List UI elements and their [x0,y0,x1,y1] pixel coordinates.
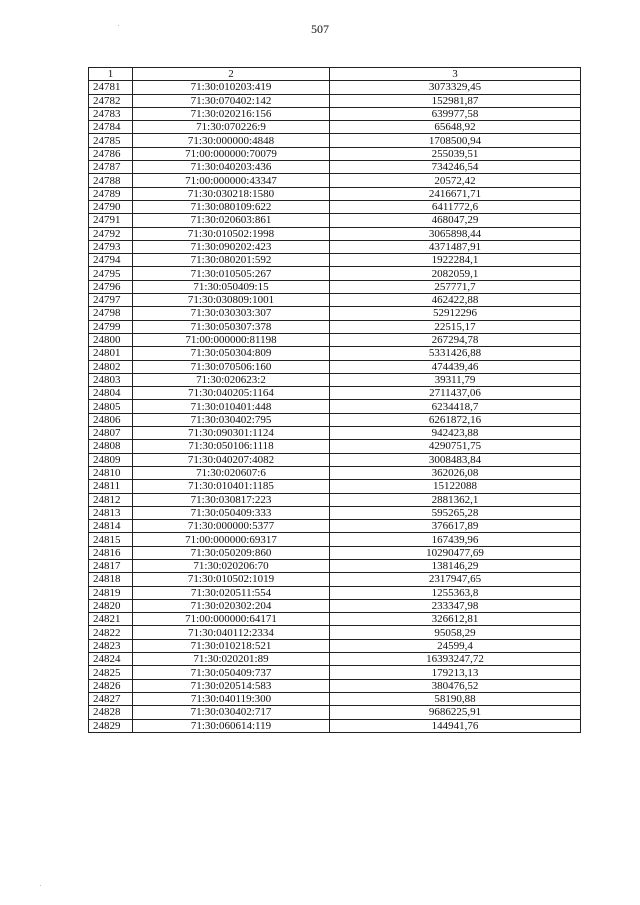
value-cell: 1255363,8 [330,586,581,599]
cadastral-number-cell: 71:00:000000:81198 [133,333,330,346]
value-cell: 5331426,88 [330,347,581,360]
row-number-cell: 24811 [89,480,133,493]
table-row [89,613,581,626]
value-cell: 3073329,45 [330,81,581,94]
row-number-cell: 24803 [89,373,133,386]
table-row [89,121,581,134]
row-number-cell: 24821 [89,613,133,626]
value-cell: 474439,46 [330,360,581,373]
value-cell: 3065898,44 [330,227,581,240]
table-row [89,427,581,440]
table-row [89,666,581,679]
scan-speck [40,885,41,886]
value-cell: 6411772,6 [330,200,581,213]
cadastral-number-cell: 71:30:070402:142 [133,94,330,107]
cadastral-number-cell: 71:30:020607:6 [133,466,330,479]
page-number: 507 [311,22,329,36]
row-number-cell: 24804 [89,387,133,400]
value-cell: 9686225,91 [330,706,581,719]
row-number-cell: 24799 [89,320,133,333]
row-number-cell: 24823 [89,639,133,652]
cadastral-number-cell: 71:30:020206:70 [133,559,330,572]
row-number-cell: 24810 [89,466,133,479]
column-header-2: 2 [133,68,330,81]
row-number-cell: 24826 [89,679,133,692]
value-cell: 22515,17 [330,320,581,333]
value-cell: 326612,81 [330,613,581,626]
row-number-cell: 24815 [89,533,133,546]
row-number-cell: 24786 [89,147,133,160]
row-number-cell: 24816 [89,546,133,559]
value-cell: 1922284,1 [330,254,581,267]
value-cell: 362026,08 [330,466,581,479]
value-cell: 152981,87 [330,94,581,107]
table-row [89,400,581,413]
row-number-cell: 24781 [89,81,133,94]
table-row [89,161,581,174]
value-cell: 6261872,16 [330,413,581,426]
row-number-cell: 24802 [89,360,133,373]
cadastral-number-cell: 71:30:030809:1001 [133,294,330,307]
cadastral-number-cell: 71:30:030218:1580 [133,187,330,200]
cadastral-number-cell: 71:30:090301:1124 [133,427,330,440]
table-row [89,174,581,187]
row-number-cell: 24798 [89,307,133,320]
value-cell: 639977,58 [330,107,581,120]
cadastral-number-cell: 71:30:010401:448 [133,400,330,413]
cadastral-number-cell: 71:30:000000:5377 [133,520,330,533]
table-row [89,200,581,213]
row-number-cell: 24805 [89,400,133,413]
row-number-cell: 24789 [89,187,133,200]
table-row [89,520,581,533]
table-row [89,267,581,280]
value-cell: 2416671,71 [330,187,581,200]
row-number-cell: 24791 [89,214,133,227]
cadastral-number-cell: 71:30:020514:583 [133,679,330,692]
value-cell: 20572,42 [330,174,581,187]
table-row [89,453,581,466]
table-row [89,307,581,320]
value-cell: 376617,89 [330,520,581,533]
row-number-cell: 24818 [89,573,133,586]
cadastral-number-cell: 71:30:010505:267 [133,267,330,280]
table-row [89,373,581,386]
cadastral-number-cell: 71:00:000000:70079 [133,147,330,160]
table-row [89,546,581,559]
cadastral-number-cell: 71:30:010203:419 [133,81,330,94]
cadastral-number-cell: 71:30:050409:15 [133,280,330,293]
table-row [89,653,581,666]
value-cell: 257771,7 [330,280,581,293]
value-cell: 65648,92 [330,121,581,134]
row-number-cell: 24825 [89,666,133,679]
table-row [89,466,581,479]
row-number-cell: 24795 [89,267,133,280]
table-row [89,360,581,373]
table-body [89,81,581,733]
cadastral-number-cell: 71:30:030402:717 [133,706,330,719]
table-row [89,134,581,147]
table-row [89,280,581,293]
table-row [89,692,581,705]
cadastral-number-cell: 71:30:010401:1185 [133,480,330,493]
cadastral-number-cell: 71:30:080201:592 [133,254,330,267]
value-cell: 6234418,7 [330,400,581,413]
cadastral-number-cell: 71:30:060614:119 [133,719,330,732]
row-number-cell: 24792 [89,227,133,240]
value-cell: 167439,96 [330,533,581,546]
table-row [89,147,581,160]
table-row [89,387,581,400]
row-number-cell: 24806 [89,413,133,426]
cadastral-number-cell: 71:30:020511:554 [133,586,330,599]
table-row [89,94,581,107]
cadastral-number-cell: 71:30:050409:737 [133,666,330,679]
table-row [89,254,581,267]
cadastral-number-cell: 71:30:030402:795 [133,413,330,426]
value-cell: 380476,52 [330,679,581,692]
row-number-cell: 24828 [89,706,133,719]
table-row [89,347,581,360]
row-number-cell: 24807 [89,427,133,440]
value-cell: 595265,28 [330,506,581,519]
row-number-cell: 24812 [89,493,133,506]
value-cell: 734246,54 [330,161,581,174]
table-row [89,706,581,719]
table-row [89,440,581,453]
table-row [89,227,581,240]
row-number-cell: 24808 [89,440,133,453]
row-number-cell: 24820 [89,599,133,612]
value-cell: 24599,4 [330,639,581,652]
cadastral-number-cell: 71:30:020216:156 [133,107,330,120]
table-row [89,573,581,586]
table-row [89,214,581,227]
row-number-cell: 24801 [89,347,133,360]
row-number-cell: 24829 [89,719,133,732]
value-cell: 138146,29 [330,559,581,572]
table-row [89,320,581,333]
cadastral-number-cell: 71:30:070506:160 [133,360,330,373]
table-row [89,413,581,426]
table-row [89,626,581,639]
cadastral-number-cell: 71:30:020302:204 [133,599,330,612]
row-number-cell: 24813 [89,506,133,519]
row-number-cell: 24794 [89,254,133,267]
cadastral-number-cell: 71:30:000000:4848 [133,134,330,147]
table-row [89,480,581,493]
header-row [89,68,581,81]
value-cell: 1708500,94 [330,134,581,147]
value-cell: 233347,98 [330,599,581,612]
value-cell: 58190,88 [330,692,581,705]
value-cell: 39311,79 [330,373,581,386]
table-row [89,533,581,546]
cadastral-number-cell: 71:30:030303:307 [133,307,330,320]
value-cell: 16393247,72 [330,653,581,666]
value-cell: 468047,29 [330,214,581,227]
row-number-cell: 24784 [89,121,133,134]
cadastral-number-cell: 71:30:040207:4082 [133,453,330,466]
value-cell: 2082059,1 [330,267,581,280]
row-number-cell: 24822 [89,626,133,639]
scan-speck [118,25,119,26]
row-number-cell: 24796 [89,280,133,293]
cadastral-number-cell: 71:30:030817:223 [133,493,330,506]
table-row [89,506,581,519]
row-number-cell: 24800 [89,333,133,346]
value-cell: 52912296 [330,307,581,320]
cadastral-number-cell: 71:30:070226:9 [133,121,330,134]
table-row [89,333,581,346]
table-row [89,107,581,120]
data-table [88,67,581,733]
cadastral-number-cell: 71:30:050304:809 [133,347,330,360]
cadastral-number-cell: 71:30:010502:1019 [133,573,330,586]
cadastral-number-cell: 71:00:000000:43347 [133,174,330,187]
table-row [89,599,581,612]
cadastral-number-cell: 71:00:000000:69317 [133,533,330,546]
row-number-cell: 24817 [89,559,133,572]
table-row [89,493,581,506]
row-number-cell: 24782 [89,94,133,107]
cadastral-number-cell: 71:30:050307:378 [133,320,330,333]
value-cell: 2317947,65 [330,573,581,586]
cadastral-number-cell: 71:30:020201:89 [133,653,330,666]
row-number-cell: 24785 [89,134,133,147]
cadastral-number-cell: 71:30:050409:333 [133,506,330,519]
value-cell: 144941,76 [330,719,581,732]
table-row [89,559,581,572]
cadastral-number-cell: 71:30:050106:1118 [133,440,330,453]
cadastral-number-cell: 71:30:040119:300 [133,692,330,705]
row-number-cell: 24788 [89,174,133,187]
row-number-cell: 24814 [89,520,133,533]
table-row [89,240,581,253]
row-number-cell: 24793 [89,240,133,253]
row-number-cell: 24787 [89,161,133,174]
cadastral-number-cell: 71:30:040112:2334 [133,626,330,639]
table-row [89,639,581,652]
cadastral-number-cell: 71:30:040203:436 [133,161,330,174]
table-row [89,679,581,692]
cadastral-number-cell: 71:30:080109:622 [133,200,330,213]
row-number-cell: 24827 [89,692,133,705]
column-header-3: 3 [330,68,581,81]
value-cell: 4371487,91 [330,240,581,253]
row-number-cell: 24790 [89,200,133,213]
cadastral-number-cell: 71:30:050209:860 [133,546,330,559]
value-cell: 95058,29 [330,626,581,639]
row-number-cell: 24797 [89,294,133,307]
row-number-cell: 24783 [89,107,133,120]
value-cell: 255039,51 [330,147,581,160]
value-cell: 15122088 [330,480,581,493]
value-cell: 179213,13 [330,666,581,679]
table-row [89,81,581,94]
row-number-cell: 24819 [89,586,133,599]
table-row [89,294,581,307]
cadastral-number-cell: 71:30:010218:521 [133,639,330,652]
value-cell: 4290751,75 [330,440,581,453]
cadastral-number-cell: 71:00:000000:64171 [133,613,330,626]
cadastral-number-cell: 71:30:010502:1998 [133,227,330,240]
value-cell: 2881362,1 [330,493,581,506]
value-cell: 2711437,06 [330,387,581,400]
value-cell: 10290477,69 [330,546,581,559]
cadastral-number-cell: 71:30:020623:2 [133,373,330,386]
value-cell: 462422,88 [330,294,581,307]
table-row [89,187,581,200]
cadastral-number-cell: 71:30:040205:1164 [133,387,330,400]
cadastral-number-cell: 71:30:090202:423 [133,240,330,253]
row-number-cell: 24824 [89,653,133,666]
value-cell: 267294,78 [330,333,581,346]
table-row [89,719,581,732]
value-cell: 3008483,84 [330,453,581,466]
row-number-cell: 24809 [89,453,133,466]
column-header-1: 1 [89,68,133,81]
table-row [89,586,581,599]
cadastral-number-cell: 71:30:020603:861 [133,214,330,227]
value-cell: 942423,88 [330,427,581,440]
